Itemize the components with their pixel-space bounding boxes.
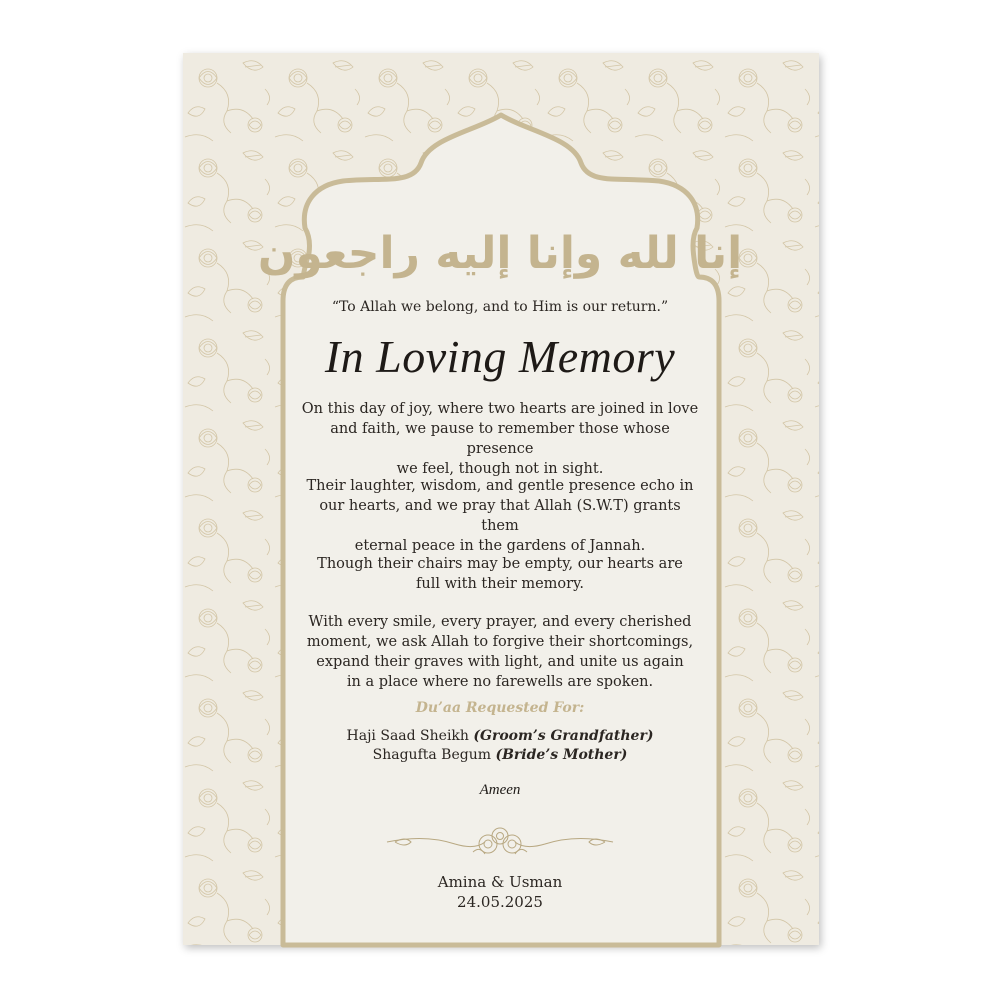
- remembered-person-2: Shagufta Begum (Bride’s Mother): [372, 747, 628, 763]
- remembered-person-1: Haji Saad Sheikh (Groom’s Grandfather): [346, 728, 654, 744]
- couple-names: Amina & Usman: [437, 873, 563, 891]
- paragraph-3: Though their chairs may be empty, our hearts are full with their memory.: [317, 556, 683, 592]
- paragraph-2: Their laughter, wisdom, and gentle presence echo in our hearts, and we pray that Allah (S.W.T) grants them eternal peace in the gardens of Jannah.: [306, 478, 694, 554]
- verse-translation: “To Allah we belong, and to Him is our return.”: [331, 299, 669, 315]
- paragraph-4: With every smile, every prayer, and every cherished moment, we ask Allah to forgive their shortcomings, expand their graves with light, and unite us again in a place where no farewells are spoken.: [306, 614, 694, 690]
- duaa-heading: Du’aa Requested For:: [415, 700, 585, 716]
- page-title: In Loving Memory: [324, 331, 676, 382]
- closing-ameen: Ameen: [479, 782, 521, 798]
- rose-divider-icon: [385, 822, 615, 862]
- arabic-calligraphy: [257, 210, 743, 290]
- paragraph-1: On this day of joy, where two hearts are joined in love and faith, we pause to remember those whose presence we feel, though not in sight.: [301, 401, 699, 477]
- svg-text:إنا لله وإنا إليه راجعون: إنا لله وإنا إليه راجعون: [257, 228, 743, 279]
- event-date: 24.05.2025: [457, 893, 543, 911]
